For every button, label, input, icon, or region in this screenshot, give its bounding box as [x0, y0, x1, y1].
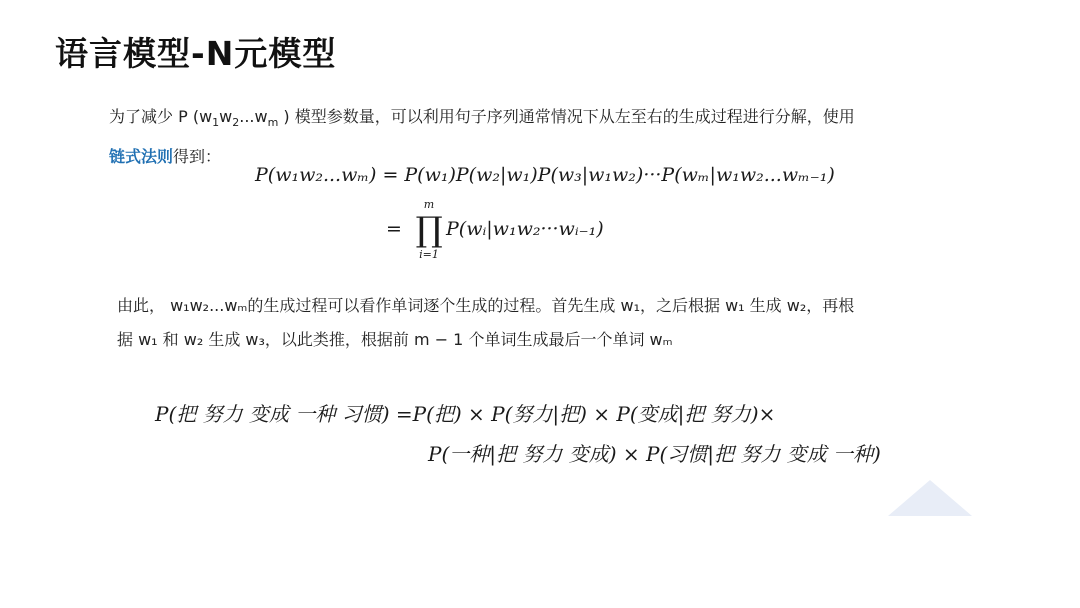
product-lower-limit: i=1 [419, 248, 439, 261]
intro-sub-2: 2 [232, 116, 240, 130]
product-operator [414, 198, 444, 261]
product-symbol: ∏ [415, 210, 443, 250]
intro-sub-1: 1 [212, 116, 220, 130]
slide-title: 语言模型-N元模型 [55, 34, 337, 73]
intro-text-b: w [219, 107, 233, 126]
example-equation-line-1: P(把 努力 变成 一种 习惯) =P(把) × P(努力|把) × P(变成|把 努力)× [155, 402, 776, 426]
chain-rule-equation: P(w₁w₂...wₘ) = P(w₁)P(w₂|w₁)P(w₃|w₁w₂)···P(wₘ|w₁w₂...wₘ₋₁) [255, 164, 835, 186]
intro-text-d: ) 模型参数量，可以利用句子序列通常情况下从左至右的生成过程进行分解，使用 [278, 107, 855, 126]
intro-text-a: 为了减少 P (w [109, 107, 213, 126]
intro-sub-m: m [267, 116, 279, 130]
product-term: P(wᵢ|w₁w₂···wᵢ₋₁) [446, 218, 604, 240]
intro-text-c: ...w [239, 107, 268, 126]
explanation-line-2: 据 w₁ 和 w₂ 生成 w₃，以此类推，根据前 m − 1 个单词生成最后一个单词 wₘ [117, 330, 673, 349]
intro-text-e: 得到： [173, 147, 222, 167]
example-equation-line-2: P(一种|把 努力 变成) × P(习惯|把 努力 变成 一种) [428, 442, 881, 466]
explanation-line-1: 由此， w₁w₂...wₘ的生成过程可以看作单词逐个生成的过程。首先生成 w₁，之后根据 w₁ 生成 w₂，再根 [117, 296, 855, 315]
equals-sign: = [386, 218, 402, 240]
decorative-triangle-icon [888, 480, 972, 516]
product-upper-limit: m [423, 198, 435, 211]
explanation-paragraph [117, 289, 997, 357]
chain-rule-link[interactable]: 链式法则 [109, 147, 174, 167]
